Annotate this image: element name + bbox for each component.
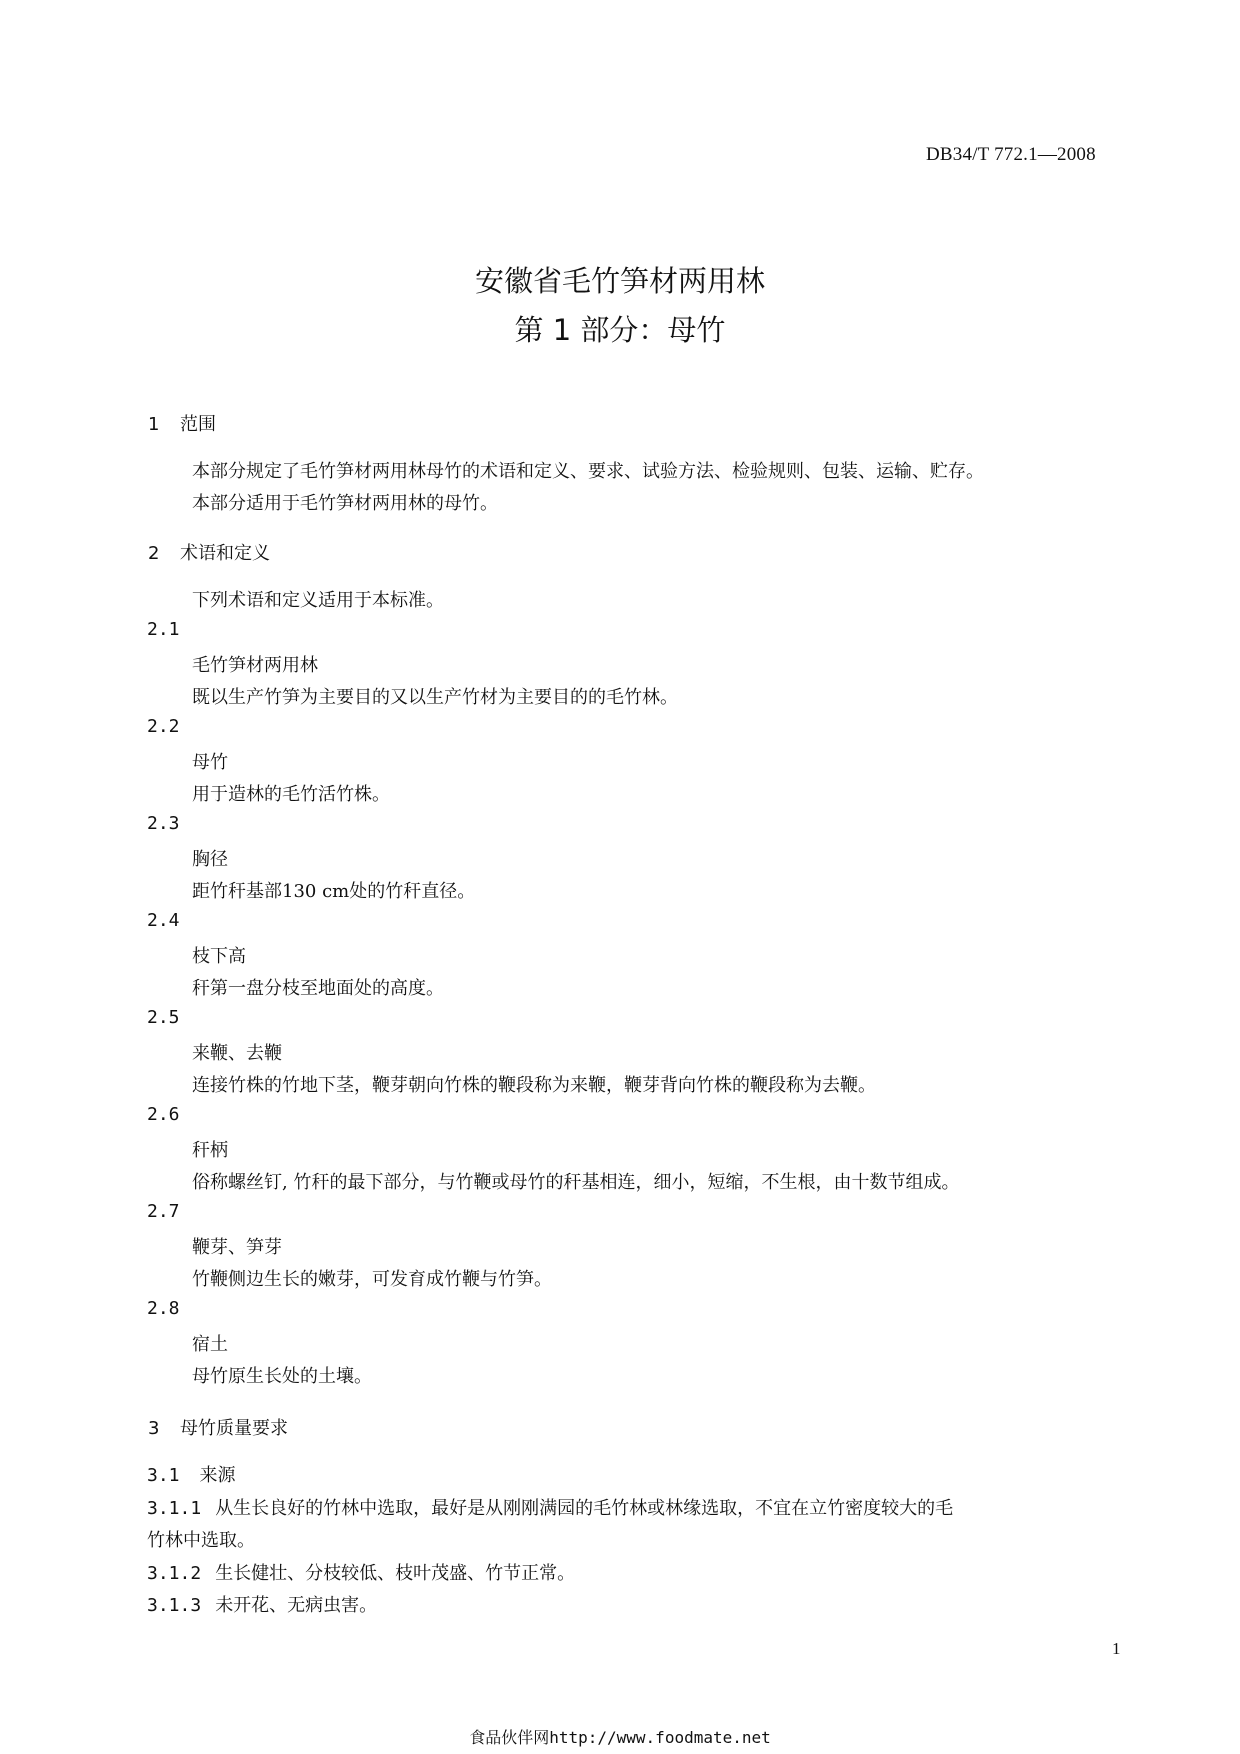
term-number: 2.5 — [147, 1007, 180, 1028]
term-number: 2.2 — [147, 716, 180, 737]
term-name: 胸径 — [192, 849, 228, 870]
clause-3-1-2 — [147, 1559, 575, 1585]
term-number: 2.8 — [147, 1298, 180, 1319]
term-name: 鞭芽、笋芽 — [192, 1237, 282, 1258]
footer-site-name: 食品伙伴网 — [469, 1728, 550, 1747]
page-number: 1 — [1112, 1639, 1121, 1658]
clause-3-1-3 — [147, 1591, 377, 1617]
subsection-number: 3.1 — [147, 1465, 180, 1486]
subsection-3-1-heading — [147, 1461, 236, 1487]
term-definition: 母竹原生长处的土壤。 — [192, 1366, 372, 1387]
footer-url-link[interactable]: http://www.foodmate.net — [549, 1728, 771, 1747]
term-definition: 用于造林的毛竹活竹株。 — [192, 784, 390, 805]
section-number: 1 — [148, 414, 160, 435]
term-name: 枝下高 — [192, 946, 246, 967]
section-1-heading — [148, 410, 216, 436]
term-number: 2.7 — [147, 1201, 180, 1222]
clause-3-1-1 — [147, 1494, 953, 1520]
term-definition: 秆第一盘分枝至地面处的高度。 — [192, 978, 444, 999]
clause-text: 未开花、无病虫害。 — [215, 1595, 378, 1616]
section-2-heading — [148, 539, 270, 565]
term-name: 宿土 — [192, 1334, 228, 1355]
term-number: 2.4 — [147, 910, 180, 931]
term-definition: 竹鞭侧边生长的嫩芽，可发育成竹鞭与竹笋。 — [192, 1269, 552, 1290]
standard-code: DB34/T 772.1—2008 — [926, 144, 1096, 165]
section-3-heading — [148, 1414, 288, 1440]
term-definition: 俗称螺丝钉, 竹秆的最下部分，与竹鞭或母竹的秆基相连，细小，短缩，不生根，由十数节组成。 — [192, 1172, 960, 1193]
term-name: 秆柄 — [192, 1140, 228, 1161]
section-title: 术语和定义 — [180, 543, 270, 564]
clause-number: 3.1.3 — [147, 1595, 202, 1616]
clause-number: 3.1.1 — [147, 1498, 202, 1519]
term-definition: 距竹秆基部130 cm处的竹秆直径。 — [192, 881, 476, 902]
document-title: 安徽省毛竹笋材两用林 — [474, 264, 765, 298]
term-number: 2.3 — [147, 813, 180, 834]
term-definition: 连接竹株的竹地下茎，鞭芽朝向竹株的鞭段称为来鞭，鞭芽背向竹株的鞭段称为去鞭。 — [192, 1075, 876, 1096]
term-name: 来鞭、去鞭 — [192, 1043, 282, 1064]
term-name: 母竹 — [192, 752, 228, 773]
terms-intro: 下列术语和定义适用于本标准。 — [192, 590, 444, 611]
section-number: 3 — [148, 1418, 160, 1439]
clause-number: 3.1.2 — [147, 1563, 202, 1584]
clause-text: 从生长良好的竹林中选取，最好是从刚刚满园的毛竹林或林缘选取，不宜在立竹密度较大的毛 — [215, 1498, 954, 1519]
term-number: 2.6 — [147, 1104, 180, 1125]
section-title: 母竹质量要求 — [180, 1418, 288, 1439]
document-subtitle: 第 1 部分：母竹 — [514, 313, 726, 347]
scope-paragraph-1: 本部分规定了毛竹笋材两用林母竹的术语和定义、要求、试验方法、检验规则、包装、运输、贮存。 — [192, 461, 984, 482]
subsection-title: 来源 — [199, 1465, 236, 1486]
term-number: 2.1 — [147, 619, 180, 640]
section-number: 2 — [148, 543, 160, 564]
term-definition: 既以生产竹笋为主要目的又以生产竹材为主要目的的毛竹林。 — [192, 687, 678, 708]
clause-3-1-1-continuation: 竹林中选取。 — [147, 1530, 255, 1551]
section-title: 范围 — [180, 414, 216, 435]
scope-paragraph-2: 本部分适用于毛竹笋材两用林的母竹。 — [192, 493, 498, 514]
clause-text: 生长健壮、分枝较低、枝叶茂盛、竹节正常。 — [215, 1563, 576, 1584]
term-name: 毛竹笋材两用林 — [192, 655, 318, 676]
footer — [0, 1725, 1240, 1748]
